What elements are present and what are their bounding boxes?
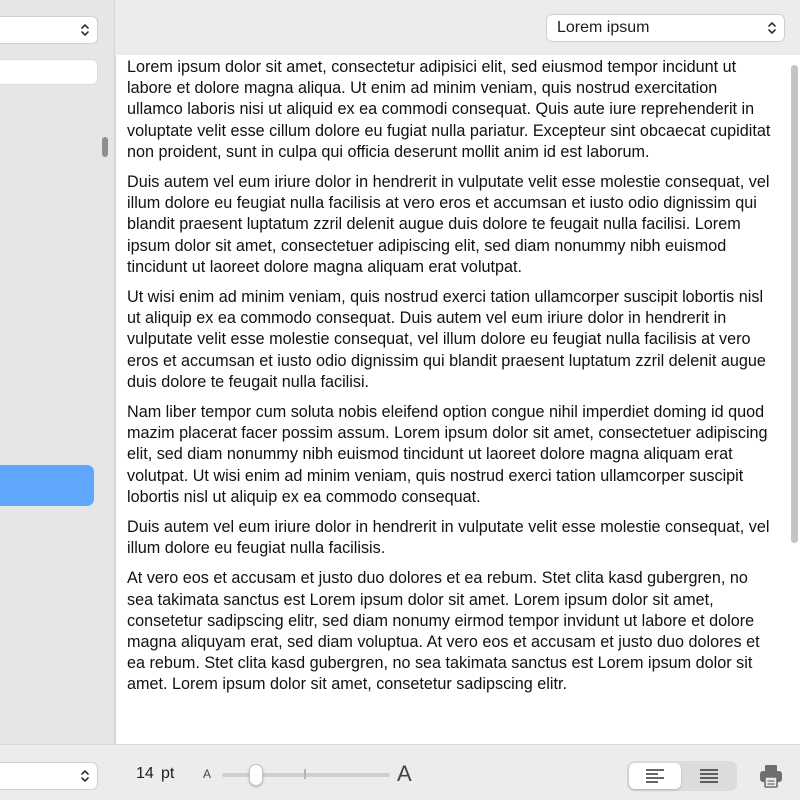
font-select[interactable] <box>546 14 785 42</box>
paragraph: Nam liber tempor cum soluta nobis eleifend option congue nihil imperdiet doming id quod mazim placerat facer possim assum. Lorem ipsum dolor sit amet, consectetuer adipiscing elit, sed diam nonummy nibh euismod tincidunt ut laoreet dolore magna aliquam erat volutpat. Ut wisi enim ad minim veniam, quis nostrud exerci tation ullamcorper suscipit lobortis nisl ut aliquip ex ea commodo consequat. <box>127 403 768 506</box>
align-left-icon <box>645 769 665 783</box>
chevron-up-down-icon <box>80 768 90 784</box>
bottom-toolbar <box>0 744 800 800</box>
slider-tick <box>304 769 306 779</box>
paragraph: At vero eos et accusam et justo duo dolores et ea rebum. Stet clita kasd gubergren, no sea takimata sanctus est Lorem ipsum dolor sit amet. Lorem ipsum dolor sit amet, consetetur sadipscing elitr, sed diam nonumy eirmod tempor invidunt ut labore et dolore magna aliquyam erat, sed diam voluptua. At vero eos et accusam et justo duo dolores et ea rebum. Stet clita kasd gubergren, no sea takimata sanctus est Lorem ipsum dolor sit amet. Lorem ipsum dolor sit amet, consetetur sadipscing elitr. <box>127 569 760 694</box>
sidebar-search-field[interactable] <box>0 59 98 85</box>
paragraph: Ut wisi enim ad minim veniam, quis nostrud exerci tation ullamcorper suscipit lobortis nisl ut aliquip ex ea commodo consequat. Duis autem vel eum iriure dolor in hendrerit in vulputate velit esse molestie consequat, vel illum dolore eu feugiat nulla facilisis at vero eros et accumsan et iusto odio dignissim qui blandit praesent luptatum zzril delenit augue duis dolore te feugait nulla facilisi. <box>127 288 766 391</box>
font-select-value: Lorem ipsum <box>557 19 650 36</box>
align-left-button[interactable] <box>629 763 681 789</box>
large-a-icon: A <box>397 761 412 786</box>
font-size-value[interactable]: 14 <box>136 765 154 782</box>
font-size-slider[interactable] <box>222 773 390 777</box>
paragraph: Lorem ipsum dolor sit amet, consectetur adipisici elit, sed eiusmod tempor incidunt ut labore et dolore magna aliqua. Ut enim ad minim veniam, quis nostrud exercitation ullamco laboris nisi ut aliquid ex ea commodi consequat. Quis aute iure reprehenderit in voluptate velit esse cillum dolore eu fugiat nulla pariatur. Excepteur sint obcaecat cupiditat non proident, sunt in culpa qui officia deserunt mollit anim id est laborum. <box>127 58 771 161</box>
sidebar <box>0 0 115 800</box>
sidebar-selected-item[interactable] <box>0 465 94 506</box>
slider-thumb[interactable] <box>249 764 263 786</box>
document-preview[interactable] <box>115 55 800 744</box>
paragraph: Duis autem vel eum iriure dolor in hendrerit in vulputate velit esse molestie consequat, vel illum dolore eu feugiat nulla facilisis. <box>127 518 770 558</box>
small-a-icon: A <box>203 767 212 781</box>
sidebar-select[interactable] <box>0 16 98 44</box>
paragraph: Duis autem vel eum iriure dolor in hendrerit in vulputate velit esse molestie consequat, vel illum dolore eu feugiat nulla facilisis at vero eros et accumsan et iusto odio dignissim qui blandit praesent luptatum zzril delenit augue duis dolore te feugait nulla facilisi. Lorem ipsum dolor sit amet, consectetuer adipiscing elit, sed diam nonummy nibh euismod tincidunt ut laoreet dolore magna aliquam erat volutpat. <box>127 173 770 276</box>
justify-button[interactable] <box>683 763 735 789</box>
alignment-segmented-control <box>627 761 737 791</box>
document-text <box>127 57 777 705</box>
justify-icon <box>699 769 719 783</box>
chevron-up-down-icon <box>80 22 90 38</box>
document-scrollbar[interactable] <box>791 65 798 543</box>
print-button[interactable] <box>758 763 784 789</box>
chevron-up-down-icon <box>767 20 777 36</box>
bottom-select[interactable] <box>0 762 98 790</box>
font-size-unit: pt <box>161 765 175 782</box>
sidebar-scrollbar[interactable] <box>102 137 108 157</box>
printer-icon <box>758 763 784 789</box>
